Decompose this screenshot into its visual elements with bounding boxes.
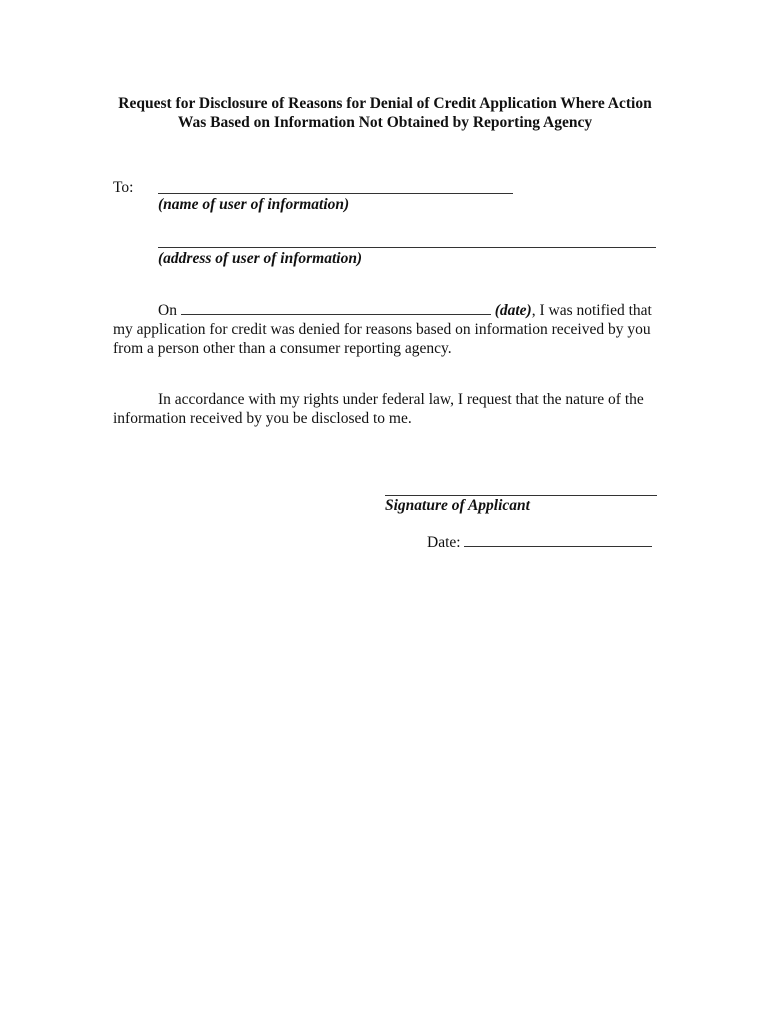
paragraph-2-line-1: In accordance with my rights under federal law, I request that the nature of the [158, 391, 644, 408]
date-notified-line[interactable] [181, 302, 491, 315]
signature-caption: Signature of Applicant [385, 497, 530, 514]
signature-date-line[interactable] [464, 534, 652, 547]
date-label: Date: [427, 534, 461, 551]
date-caption: (date) [494, 302, 532, 319]
paragraph-1-line-3: from a person other than a consumer reporting agency. [113, 340, 452, 357]
paragraph-2-line-2: information received by you be disclosed to me. [113, 410, 412, 427]
to-label: To: [113, 179, 134, 196]
address-of-user-line[interactable] [158, 247, 656, 248]
name-of-user-caption: (name of user of information) [158, 196, 350, 213]
paragraph-1-line-1 [158, 301, 652, 320]
signature-date-row [427, 534, 652, 552]
name-of-user-line[interactable] [158, 193, 513, 194]
document-title-line-2: Was Based on Information Not Obtained by Reporting Agency [177, 114, 593, 131]
document-title-line-1: Request for Disclosure of Reasons for Denial of Credit Application Where Action [118, 95, 652, 112]
on-label: On [158, 302, 177, 319]
address-of-user-caption: (address of user of information) [158, 250, 363, 267]
paragraph-1-line-2: my application for credit was denied for reasons based on information received by you [113, 321, 651, 338]
paragraph-1-line-1-rest: , I was notified that [531, 302, 652, 319]
signature-line[interactable] [385, 495, 657, 496]
